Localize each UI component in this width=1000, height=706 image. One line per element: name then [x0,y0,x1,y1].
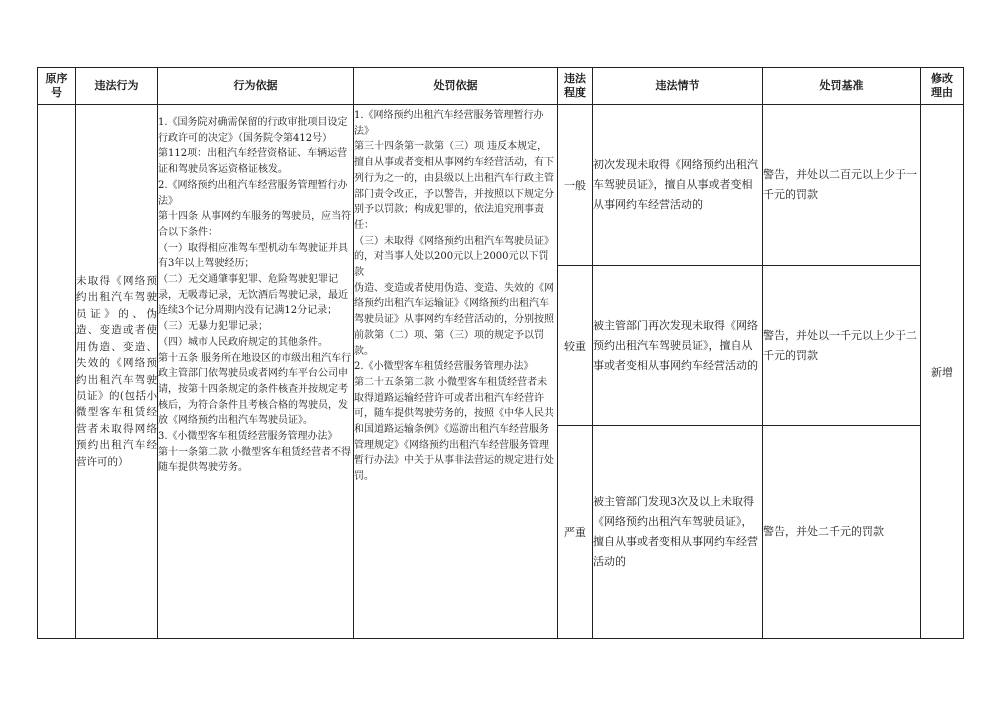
header-penalty-standard: 处罚基准 [763,68,921,105]
degree-cell-general: 一般 [558,105,593,266]
standard-cell-severe: 警告，并处二千元的罚款 [763,426,921,639]
violation-act-cell: 未取得《网络预约出租汽车驾驶员证》的、伪造、变造或者使用伪造、变造、失效的《网络预约出租汽车驾驶员证》的(包括小微型客车租赁经营者未取得网络预约出租汽车经营许可的） [76,105,158,639]
header-penalty-basis: 处罚依据 [354,68,558,105]
header-row [38,68,964,105]
degree-cell-serious: 较重 [558,266,593,426]
header-circumstance: 违法情节 [593,68,763,105]
header-revision-reason: 修改理由 [921,68,964,105]
circumstance-cell-serious: 被主管部门再次发现未取得《网络预约出租汽车驾驶员证》，擅自从事或者变相从事网约车经营活动的 [593,266,763,426]
revision-reason-cell: 新增 [921,105,964,639]
table-row [38,105,964,266]
standard-cell-serious: 警告，并处以一千元以上少于二千元的罚款 [763,266,921,426]
circumstance-cell-general: 初次发现未取得《网络预约出租汽车驾驶员证》，擅自从事或者变相从事网约车经营活动的 [593,105,763,266]
regulation-table [37,67,964,639]
header-violation-degree: 违法程度 [558,68,593,105]
header-violation-act: 违法行为 [76,68,158,105]
penalty-basis-cell: 1.《网络预约出租汽车经营服务管理暂行办法》 第三十四条第一款第（三）项 违反本规定，擅自从事或者变相从事网约车经营活动，有下列行为之一的，由县级以上出租汽车行政主管部门责令改正，予以警告，并按照以下规定分别予以罚款；构成犯罪的，依法追究刑事责任： （三）未取得《网络预约出租汽车驾驶员证》的，对当事人处以200元以上2000元以下罚款 伪造、变造或者使用伪造、变造、失效的《网络预约出租汽车运输证》《网络预约出租汽车驾驶员证》从事网约车经营活动的，分别按照前款第（二）项、第（三）项的规定予以罚款。 2.《小微型客车租赁经营服务管理办法》 第二十五条第二款 小微型客车租赁经营者未取得道路运输经营许可或者出租汽车经营许可，随车提供驾驶劳务的，按照《中华人民共和国道路运输条例》《巡游出租汽车经营服务管理规定》《网络预约出租汽车经营服务管理暂行办法》中关于从事非法营运的规定进行处罚。 [354,105,558,639]
seq-cell [38,105,76,639]
standard-cell-general: 警告，并处以二百元以上少于一千元的罚款 [763,105,921,266]
behavior-basis-cell: 1.《国务院对确需保留的行政审批项目设定行政许可的决定》（国务院令第412号） 第112项：出租汽车经营资格证、车辆运营证和驾驶员客运资格证核发。 2.《网络预约出租汽车经营服务管理暂行办法》 第十四条 从事网约车服务的驾驶员，应当符合以下条件： （一）取得相应准驾车型机动车驾驶证并具有3年以上驾驶经历； （二）无交通肇事犯罪、危险驾驶犯罪记录，无吸毒记录，无饮酒后驾驶记录，最近连续3个记分周期内没有记满12分记录； （三）无暴力犯罪记录； （四）城市人民政府规定的其他条件。 第十五条 服务所在地设区的市级出租汽车行政主管部门依驾驶员或者网约车平台公司申请，按第十四条规定的条件核查并按规定考核后，为符合条件且考核合格的驾驶员，发放《网络预约出租汽车驾驶员证》。 3.《小微型客车租赁经营服务管理办法》 第十一条第二款 小微型客车租赁经营者不得随车提供驾驶劳务。 [158,105,354,639]
circumstance-cell-severe: 被主管部门发现3次及以上未取得《网络预约出租汽车驾驶员证》，擅自从事或者变相从事网约车经营活动的 [593,426,763,639]
header-behavior-basis: 行为依据 [158,68,354,105]
header-seq: 原序号 [38,68,76,105]
degree-cell-severe: 严重 [558,426,593,639]
